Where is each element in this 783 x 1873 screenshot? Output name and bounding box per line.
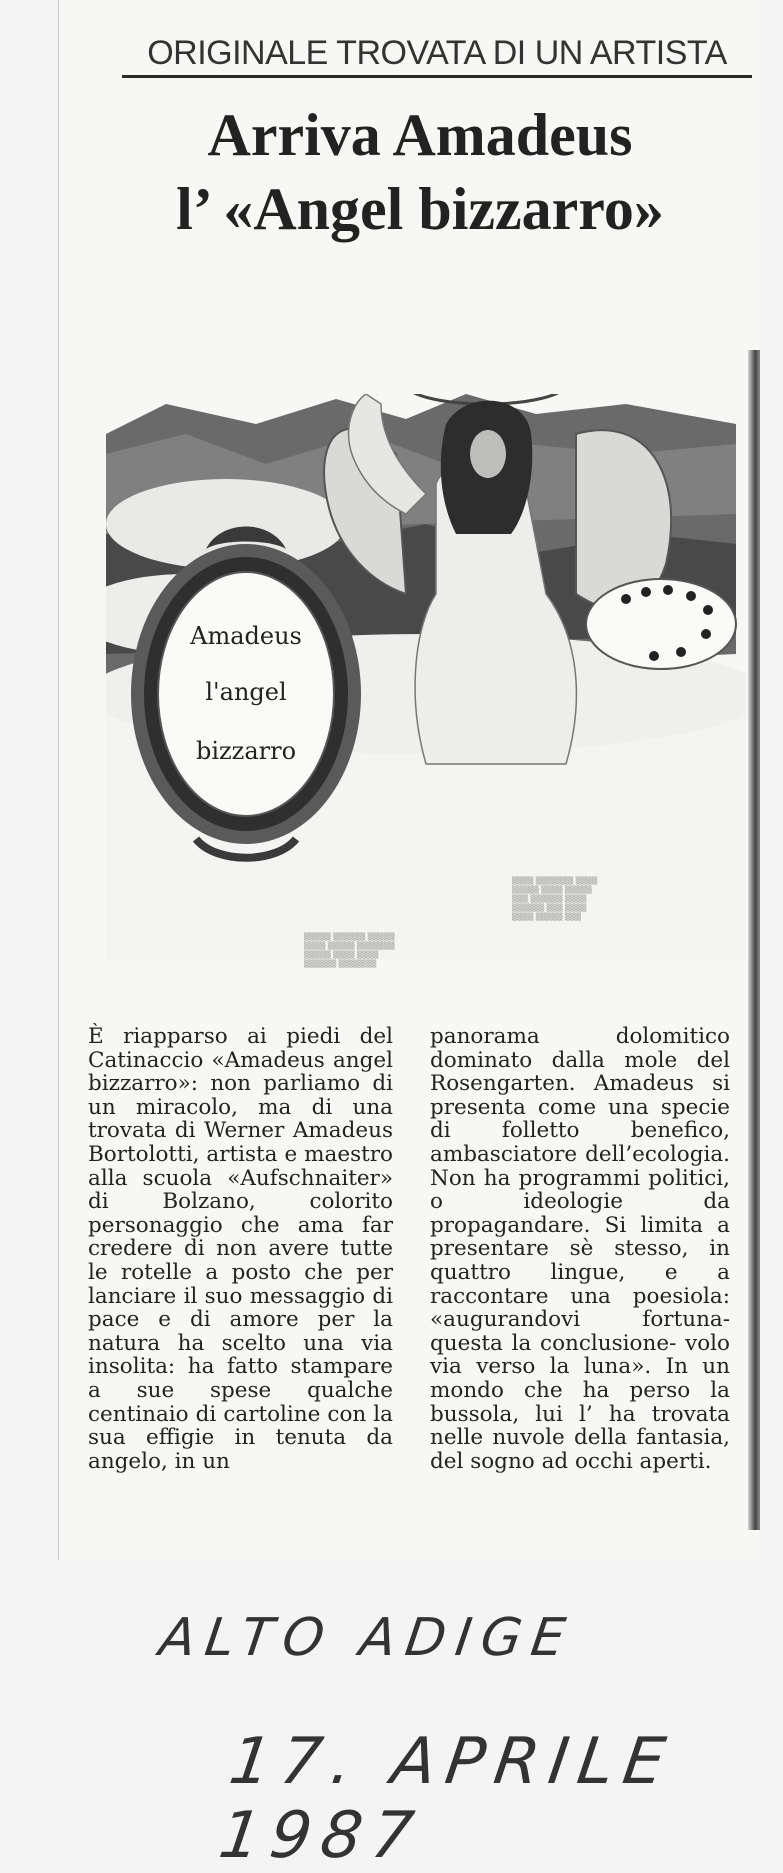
photo-caption-left: ▒▒▒▒▒ ▒▒▒▒▒▒ ▒▒▒▒▒ ▒▒▒▒ ▒▒▒▒▒ ▒▒▒▒▒▒▒ ▒▒▒▒▒ ▒▒▒▒ ▒▒▒▒ ▒▒▒▒▒▒ ▒▒▒▒▒▒▒ (304, 933, 395, 968)
article-kicker: ORIGINALE TROVATA DI UN ARTISTA (122, 34, 752, 78)
palette-icon (586, 579, 736, 669)
frame-text-bottom: bizzarro (195, 737, 297, 765)
page-edge-shadow (748, 350, 760, 1530)
article-column-left: È riapparso ai piedi del Catinaccio «Amadeus angel bizzarro»: non parliamo di un miracolo, ma di una trovata di Werner Amadeus Bortolotti, artista e maestro alla scuola «Aufschnaiter» di Bolzano, colorito personaggio che ama far credere di non avere tutte le rotelle a posto che per lanciare il suo messaggio di pace e di amore per la natura ha scelto una via insolita: ha fatto stampare a sue spese qualche centinaio di cartoline con la sua effigie in tenuta da angelo, in un (88, 1024, 393, 1474)
article-headline (110, 98, 730, 246)
angel-photo-illustration (106, 394, 746, 960)
handwritten-date: 17. APRILE 1987 (214, 1725, 680, 1873)
frame-text-middle: l'angel (205, 678, 287, 706)
article-column-right: panorama dolomitico dominato dalla mole del Rosengarten. Amadeus si presenta come una specie di folletto benefico, ambasciatore dell’ecologia. Non ha programmi politici, o ideologie da propagandare. Si limita a presentare sè stesso, in quattro lingue, e a raccontare una poesiola: «augurandovi fortuna- questa la conclusione- volo via verso la luna». In un mondo che ha perso la bussola, lui l’ ha trovata nelle nuvole della fantasia, del sogno ad occhi aperti. (430, 1024, 730, 1474)
headline-line-1: Arriva Amadeus (207, 102, 633, 168)
article-photo (106, 394, 746, 960)
handwritten-source: ALTO ADIGE (155, 1608, 579, 1668)
photo-caption-right: ▒▒▒▒ ▒▒▒▒▒▒▒ ▒▒▒▒ ▒▒▒▒▒ ▒▒▒▒ ▒▒▒▒▒ ▒▒▒ ▒▒▒▒▒▒ ▒▒▒▒ ▒▒▒▒▒▒ ▒▒▒ ▒▒▒▒ ▒▒▒▒ ▒▒▒▒▒ ▒▒▒ (512, 877, 598, 921)
headline-line-2: l’ «Angel bizzarro» (176, 176, 664, 242)
frame-text-top: Amadeus (190, 622, 302, 650)
